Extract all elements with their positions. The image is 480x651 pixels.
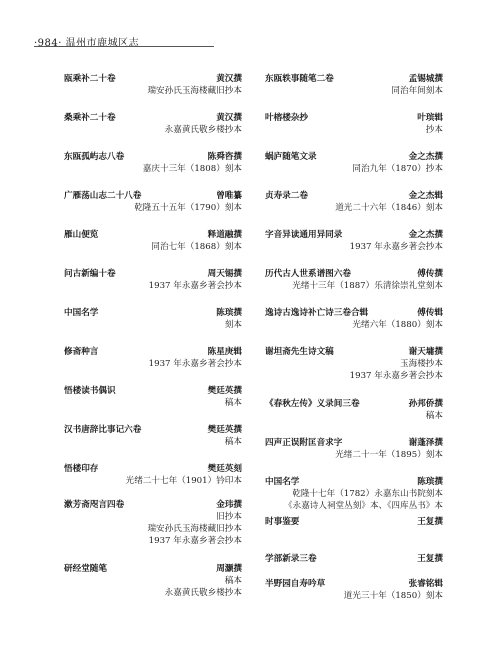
catalog-entry	[265, 476, 443, 512]
entry-edition-note: 同治九年（1870）抄本	[352, 164, 443, 174]
catalog-entry	[64, 190, 242, 214]
entry-heading	[64, 307, 242, 319]
catalog-entry	[64, 385, 242, 409]
entry-edition-note: 乾隆五十五年（1790）刻本	[134, 203, 242, 213]
entry-heading	[265, 229, 443, 241]
entry-heading	[265, 151, 443, 163]
entry-title: 广雁荡山志二十八卷	[64, 191, 142, 201]
header-rule	[34, 46, 214, 47]
entry-edition-note: 稿本	[224, 398, 242, 408]
entry-heading	[265, 268, 443, 280]
entry-author: 孙邦侨撰	[408, 399, 443, 409]
catalog-entry	[64, 563, 242, 599]
catalog-entry	[265, 346, 443, 382]
entry-title: 问古新编十卷	[64, 269, 116, 279]
entry-author: 王复撰	[417, 554, 443, 564]
entry-author: 傅传辑	[417, 308, 443, 318]
entry-edition-note: 稿本	[224, 437, 242, 447]
entry-author: 陈瑸撰	[216, 308, 242, 318]
entry-author: 樊廷英撰	[207, 425, 242, 435]
entry-author: 叶瑸辑	[417, 113, 443, 123]
entry-author: 金之杰撰	[408, 152, 443, 162]
catalog-entry	[64, 463, 242, 487]
catalog-entry	[265, 268, 443, 292]
entry-edition-note: 刻本	[224, 320, 242, 330]
entry-heading	[265, 398, 443, 410]
entry-edition-note: 1937 年永嘉乡著会抄本	[349, 371, 443, 381]
entry-title: 瓯乘补二十卷	[64, 74, 116, 84]
entry-author: 金玮撰	[216, 500, 242, 510]
catalog-entry	[265, 437, 443, 461]
entry-heading	[265, 437, 443, 449]
entry-edition-note: 同治七年（1868）刻本	[151, 242, 242, 252]
entry-heading	[64, 499, 242, 511]
entry-heading	[265, 578, 443, 590]
entry-author: 曾唯纂	[216, 191, 242, 201]
entry-edition-note: 光绪十三年（1887）乐清徐崇礼堂刻本	[292, 281, 443, 291]
entry-author: 傅传撰	[417, 269, 443, 279]
entry-title: 叶榕楼杂抄	[265, 113, 308, 123]
entry-edition-note: 旧抄本	[216, 512, 242, 522]
entry-heading	[64, 424, 242, 436]
entry-edition-note: 道光三十年（1850）刻本	[343, 591, 443, 601]
entry-edition-note: 玉海楼抄本	[400, 359, 443, 369]
entry-author: 陈舜咨撰	[207, 152, 242, 162]
entry-heading	[265, 307, 443, 319]
entry-title: 《春秋左传》义录间三卷	[265, 399, 360, 409]
catalog-entry	[265, 516, 443, 528]
entry-author: 释道融撰	[207, 230, 242, 240]
catalog-entry	[265, 553, 443, 565]
entry-heading	[64, 463, 242, 475]
entry-edition-note: 1937 年永嘉乡著会抄本	[148, 359, 242, 369]
entry-title: 漱芳斋咫言四卷	[64, 500, 125, 510]
entry-title: 汉书唐辞比事记六卷	[64, 425, 142, 435]
entry-author: 陈瑸撰	[417, 477, 443, 487]
entry-edition-note: 嘉庆十三年（1808）刻本	[142, 164, 242, 174]
catalog-entry	[265, 578, 443, 602]
entry-edition-note: 同治年间刻本	[391, 86, 443, 96]
entry-heading	[64, 73, 242, 85]
entry-edition-note: 永嘉黄氏敬乡楼抄本	[164, 125, 242, 135]
catalog-entry	[64, 151, 242, 175]
entry-heading	[64, 563, 242, 575]
entry-edition-note: 瑞安孙氏玉海楼藏旧抄本	[147, 86, 242, 96]
entry-edition-note: 《永嘉诗人祠堂丛刻》本、《四库丛书》本	[284, 501, 443, 511]
entry-heading	[265, 190, 443, 202]
catalog-entry	[64, 499, 242, 547]
catalog-entry	[265, 307, 443, 331]
entry-title: 东瓯轶事随笔二卷	[265, 74, 334, 84]
entry-author: 陈星庚辑	[207, 347, 242, 357]
entry-edition-note: 稿本	[224, 576, 242, 586]
catalog-entry	[265, 190, 443, 214]
entry-edition-note: 1937 年永嘉乡著会抄本	[148, 536, 242, 546]
entry-heading	[265, 112, 443, 124]
entry-title: 四声正误附匡音求字	[265, 438, 343, 448]
catalog-entry	[265, 112, 443, 136]
entry-heading	[265, 346, 443, 358]
entry-heading	[64, 268, 242, 280]
catalog-entry	[64, 424, 242, 448]
entry-author: 黄汉撰	[216, 113, 242, 123]
entry-author: 谢天墉撰	[408, 347, 443, 357]
entry-author: 樊廷英刻	[207, 464, 242, 474]
catalog-entry	[265, 73, 443, 97]
entry-title: 修斋种言	[64, 347, 99, 357]
entry-author: 黄汉撰	[216, 74, 242, 84]
entry-author: 金之杰辑	[408, 191, 443, 201]
entry-edition-note: 1937 年永嘉乡著会抄本	[349, 242, 443, 252]
entry-author: 周天锡撰	[207, 269, 242, 279]
entry-heading	[64, 112, 242, 124]
entry-heading	[64, 151, 242, 163]
entry-author: 金之杰撰	[408, 230, 443, 240]
catalog-entry	[64, 346, 242, 370]
entry-edition-note: 道光二十六年（1846）刻本	[335, 203, 443, 213]
entry-title: 谢坦斋先生诗文稿	[265, 347, 334, 357]
entry-heading	[64, 346, 242, 358]
entry-heading	[265, 73, 443, 85]
entry-edition-note: 稿本	[425, 411, 443, 421]
page-header: ·984· 温州市鹿城区志	[34, 38, 140, 49]
entry-title: 蜗庐随笔文录	[265, 152, 317, 162]
entry-author: 张睿铭辑	[408, 579, 443, 589]
entry-title: 时事鉴要	[265, 517, 300, 527]
entry-edition-note: 抄本	[425, 125, 443, 135]
catalog-entry	[265, 229, 443, 253]
entry-heading	[64, 229, 242, 241]
catalog-entry	[64, 229, 242, 253]
catalog-entry	[64, 112, 242, 136]
entry-author: 谢蓬泽撰	[408, 438, 443, 448]
entry-edition-note: 光绪二十一年（1895）刻本	[335, 450, 443, 460]
entry-edition-note: 永嘉黄氏敬乡楼抄本	[164, 588, 242, 598]
entry-edition-note: 瑞安孙氏玉海楼藏旧抄本	[147, 524, 242, 534]
entry-title: 字音异读通用异同录	[265, 230, 343, 240]
entry-title: 历代古人世系谱图六卷	[265, 269, 351, 279]
entry-edition-note: 乾隆十七年（1782）永嘉东山书院刻本	[292, 489, 443, 499]
catalog-entry	[265, 398, 443, 422]
entry-title: 贞寿录二卷	[265, 191, 308, 201]
entry-heading	[265, 476, 443, 488]
entry-title: 东瓯孤屿志八卷	[64, 152, 125, 162]
entry-title: 学部新录三卷	[265, 554, 317, 564]
entry-title: 中国名学	[265, 477, 300, 487]
entry-title: 悟楼印存	[64, 464, 99, 474]
entry-edition-note: 光绪二十七年（1901）钤印本	[125, 476, 242, 486]
entry-title: 悟楼读书偶识	[64, 386, 116, 396]
entry-edition-note: 1937 年永嘉乡著会抄本	[148, 281, 242, 291]
entry-author: 周灏撰	[216, 564, 242, 574]
catalog-entry	[64, 73, 242, 97]
catalog-entry	[64, 268, 242, 292]
entry-title: 逸诗古逸诗补亡诗三卷合辑	[265, 308, 369, 318]
catalog-entry	[265, 151, 443, 175]
entry-title: 半野园自寿吟草	[265, 579, 326, 589]
entry-author: 樊廷英撰	[207, 386, 242, 396]
entry-title: 桑乘补二十卷	[64, 113, 116, 123]
entry-heading	[265, 553, 443, 565]
catalog-entry	[64, 307, 242, 331]
entry-author: 孟锡城撰	[408, 74, 443, 84]
entry-heading	[64, 190, 242, 202]
entry-title: 研经堂随笔	[64, 564, 107, 574]
entry-edition-note: 光绪六年（1880）刻本	[352, 320, 443, 330]
entry-title: 中国名学	[64, 308, 99, 318]
entry-heading	[265, 516, 443, 528]
entry-author: 王复撰	[417, 517, 443, 527]
entry-title: 雁山便览	[64, 230, 99, 240]
entry-heading	[64, 385, 242, 397]
